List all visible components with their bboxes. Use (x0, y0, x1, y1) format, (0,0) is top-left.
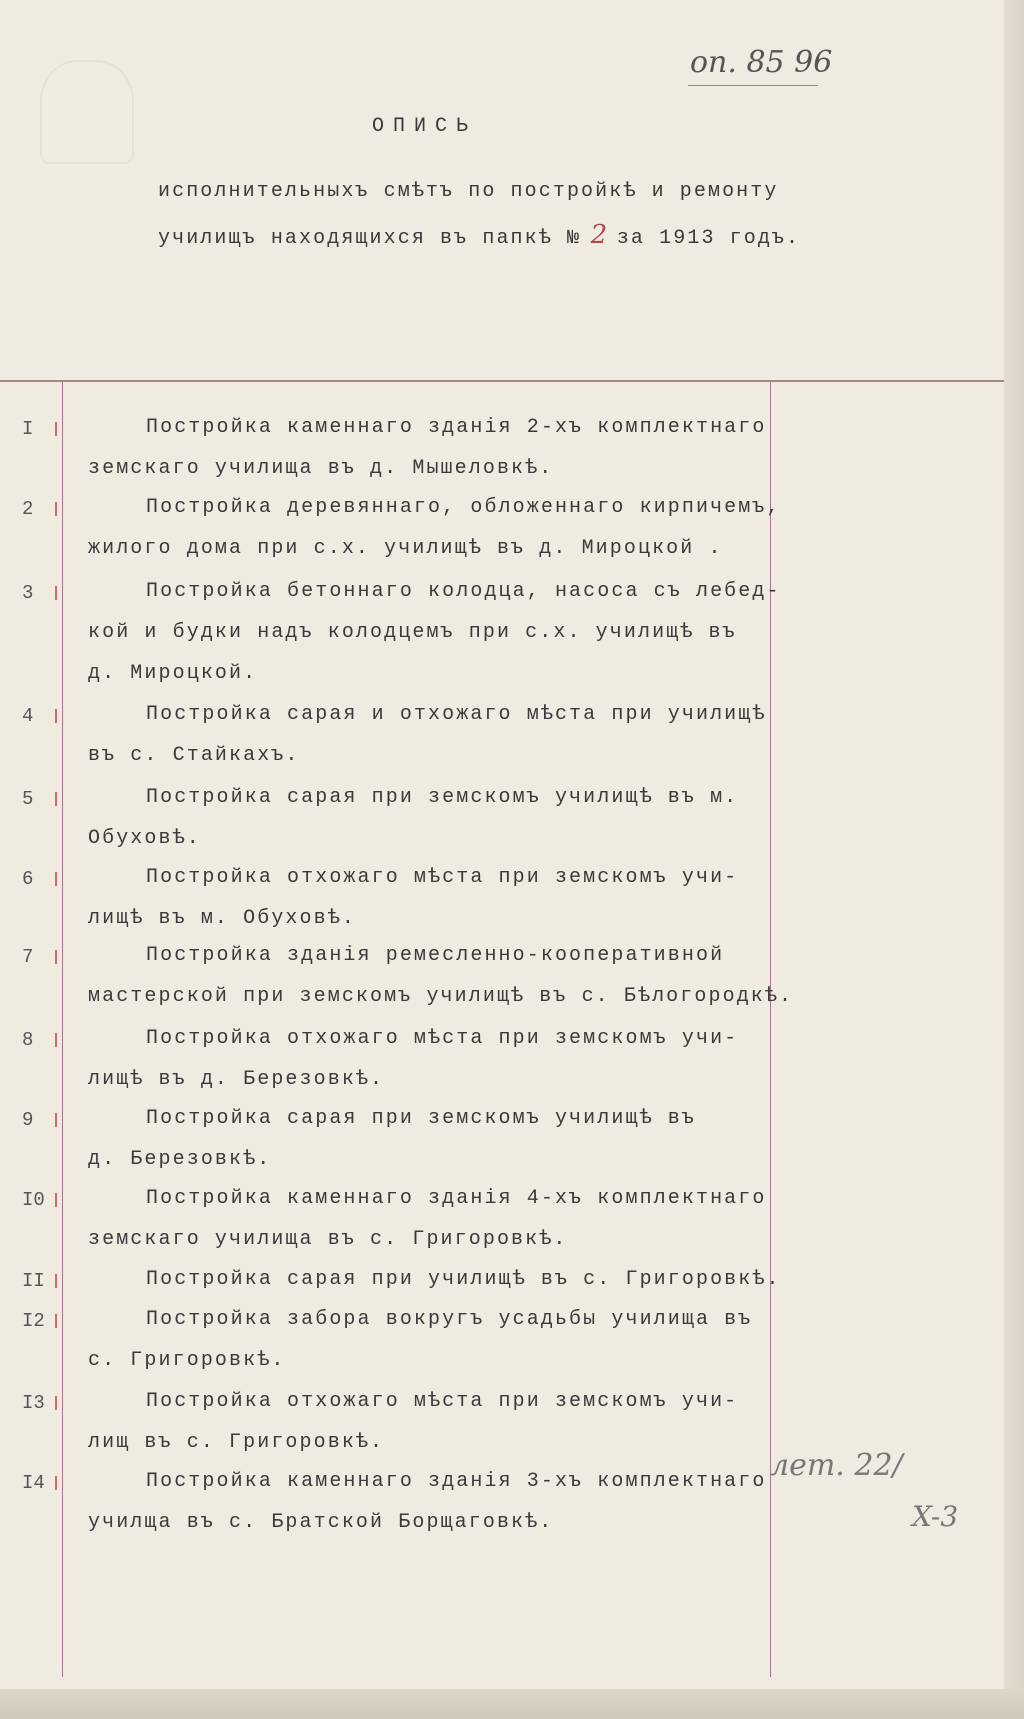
item-number: 7 (22, 946, 34, 968)
item-text-line: жилого дома при с.х. училищѣ въ д. Мироцкой . (88, 537, 723, 560)
number-column-rule (62, 382, 63, 1677)
red-check-mark (55, 1193, 57, 1207)
item-text-line: въ с. Стайкахъ. (88, 744, 300, 767)
item-number: I0 (22, 1189, 45, 1211)
red-check-mark (55, 1314, 57, 1328)
archive-annotation: оп. 85 96 (690, 45, 833, 80)
red-check-mark (55, 1274, 57, 1288)
item-text-line: кой и будки надъ колодцемъ при с.х. училищѣ въ (88, 621, 737, 644)
item-number: 3 (22, 582, 34, 604)
item-number: 6 (22, 868, 34, 890)
margin-annotation-2: X-3 (912, 1500, 959, 1533)
item-text-line: Постройка сарая и отхожаго мѣста при училищѣ (146, 703, 767, 726)
page-title: ОПИСЬ (372, 115, 478, 138)
item-text-line: училща въ с. Братской Борщаговкѣ. (88, 1511, 554, 1534)
item-text-line: Постройка зданія ремесленно-кооперативной (146, 944, 725, 967)
red-check-mark (55, 422, 57, 436)
subtitle-year: за 1913 годъ. (616, 227, 801, 250)
item-text-line: д. Мироцкой. (88, 662, 258, 685)
red-check-mark (55, 502, 57, 516)
item-text-line: лищѣ въ д. Березовкѣ. (88, 1068, 385, 1091)
red-check-mark (55, 792, 57, 806)
item-text-line: д. Березовкѣ. (88, 1148, 272, 1171)
item-text-line: земскаго училища въ д. Мышеловкѣ. (88, 457, 554, 480)
item-text-line: Постройка сарая при земскомъ училищѣ въ (146, 1107, 696, 1130)
item-number: 2 (22, 498, 34, 520)
item-text-line: лищѣ въ м. Обуховѣ. (88, 907, 356, 930)
item-number: I2 (22, 1310, 45, 1332)
item-number: 5 (22, 788, 34, 810)
item-text-line: Постройка отхожаго мѣста при земскомъ учи- (146, 1027, 739, 1050)
red-check-mark (55, 950, 57, 964)
item-text-line: лищ въ с. Григоровкѣ. (88, 1431, 385, 1454)
red-check-mark (55, 709, 57, 723)
red-check-mark (55, 1033, 57, 1047)
item-number: II (22, 1270, 45, 1292)
item-number: 4 (22, 705, 34, 727)
subtitle-text: училищъ находящихся въ папкѣ № (158, 227, 582, 250)
item-text-line: с. Григоровкѣ. (88, 1349, 286, 1372)
annotation-underline (688, 85, 818, 86)
item-number: I4 (22, 1472, 45, 1494)
item-text-line: Постройка деревяннаго, обложеннаго кирпичемъ, (146, 496, 781, 519)
subtitle-line-1: исполнительныхъ смѣтъ по постройкѣ и ремонту (158, 180, 779, 203)
red-check-mark (55, 1396, 57, 1410)
item-text-line: Постройка сарая при земскомъ училищѣ въ м. (146, 786, 739, 809)
item-text-line: Постройка отхожаго мѣста при земскомъ учи- (146, 866, 739, 889)
red-check-mark (55, 1476, 57, 1490)
red-check-mark (55, 1113, 57, 1127)
item-text-line: Постройка каменнаго зданія 2-хъ комплектнаго (146, 416, 767, 439)
table-top-rule (0, 380, 1005, 382)
item-text-line: земскаго училища въ с. Григоровкѣ. (88, 1228, 568, 1251)
red-check-mark (55, 872, 57, 886)
page-stack-bottom (0, 1689, 1024, 1719)
red-check-mark (55, 586, 57, 600)
item-text-line: Постройка каменнаго зданія 3-хъ комплектнаго (146, 1470, 767, 1493)
item-text-line: Постройка забора вокругъ усадьбы училища въ (146, 1308, 753, 1331)
folder-number: 2 (590, 220, 608, 250)
item-text-line: Постройка сарая при училищѣ въ с. Григоровкѣ. (146, 1268, 781, 1291)
item-text-line: Постройка отхожаго мѣста при земскомъ учи- (146, 1390, 739, 1413)
embossed-stamp (40, 60, 134, 164)
subtitle-line-2 (158, 220, 800, 250)
item-text-line: Обуховѣ. (88, 827, 201, 850)
item-number: I (22, 418, 34, 440)
item-number: 8 (22, 1029, 34, 1051)
page-edge (1004, 0, 1024, 1719)
item-number: I3 (22, 1392, 45, 1414)
item-number: 9 (22, 1109, 34, 1131)
item-text-line: Постройка бетоннаго колодца, насоса съ лебед- (146, 580, 781, 603)
margin-annotation-1: лет. 22/ (770, 1448, 903, 1483)
item-text-line: Постройка каменнаго зданія 4-хъ комплектнаго (146, 1187, 767, 1210)
item-text-line: мастерской при земскомъ училищѣ въ с. Бѣлогородкѣ. (88, 985, 794, 1008)
